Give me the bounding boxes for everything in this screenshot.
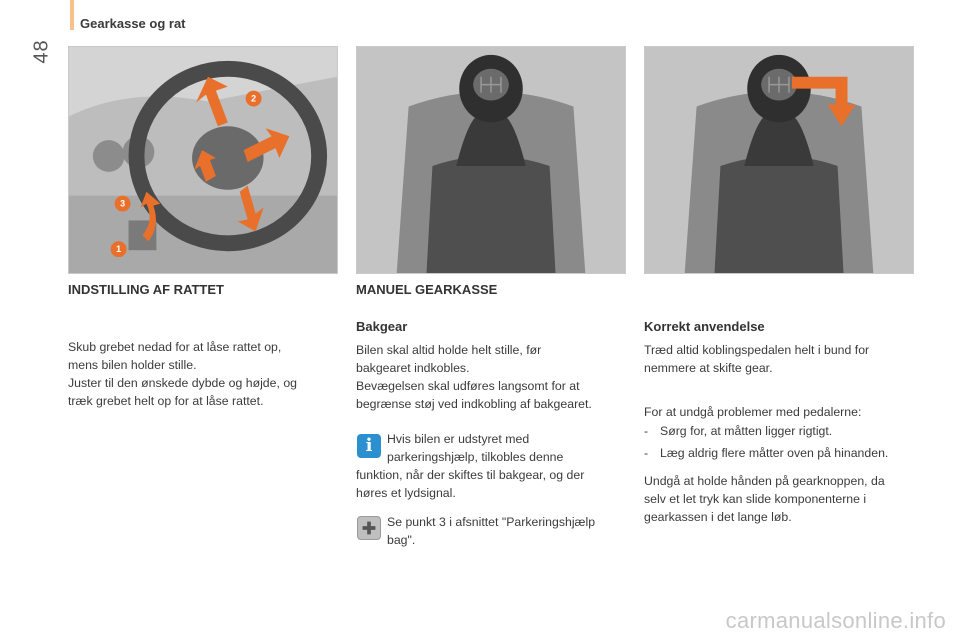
footer-watermark: carmanualsonline.info bbox=[725, 608, 946, 633]
reverse-text: Bilen skal altid holde helt stille, før bakgearet indkobles. Bevægelsen skal udføres langsomt for at begrænse støj ved indkobling af bakgearet. bbox=[356, 343, 592, 411]
list-item: - Sørg for, at måtten ligger rigtigt. bbox=[644, 424, 833, 438]
page-number: 48 bbox=[30, 39, 53, 64]
callout-2: 2 bbox=[251, 93, 257, 104]
steering-heading: INDSTILLING AF RATTET bbox=[68, 282, 224, 297]
info-note-text-cont: funktion, når der skiftes til bakgear, og der høres et lydsignal. bbox=[356, 468, 585, 500]
correct-use-para1: Træd altid koblingspedalen helt i bund for nemmere at skifte gear. bbox=[644, 343, 870, 375]
info-icon: i bbox=[357, 434, 381, 458]
gear-knob-photo bbox=[356, 46, 626, 274]
steering-wheel-photo bbox=[68, 46, 338, 274]
steering-text: Skub grebet nedad for at låse rattet op, mens bilen holder stille. Juster til den ønskede dybde og højde, og træk grebet helt op for at låse rattet. bbox=[68, 340, 297, 408]
correct-use-para2: For at undgå problemer med pedalerne: - Sørg for, at måtten ligger rigtigt. - Læg aldrig flere måtter oven på hinanden. bbox=[644, 403, 919, 462]
info-note-text: Hvis bilen er udstyret med parkeringshjælp, tilkobles denne bbox=[387, 432, 564, 464]
reverse-subheading: Bakgear bbox=[356, 319, 408, 334]
header-accent-bar bbox=[70, 0, 74, 30]
correct-use-para3: Undgå at holde hånden på gearknoppen, da selv et let tryk kan slide komponenterne i gearkassen i det lange løb. bbox=[644, 474, 885, 524]
gear-knob-reverse-photo bbox=[644, 46, 914, 274]
plus-note-text: Se punkt 3 i afsnittet "Parkeringshjælp bag". bbox=[387, 515, 596, 547]
callout-1: 1 bbox=[116, 244, 122, 255]
plus-icon bbox=[357, 516, 381, 540]
correct-use-subheading: Korrekt anvendelse bbox=[644, 319, 765, 334]
list-item: - Læg aldrig flere måtter oven på hinanden. bbox=[644, 446, 889, 460]
section-title: Gearkasse og rat bbox=[80, 16, 186, 31]
callout-3: 3 bbox=[120, 198, 126, 209]
manual-gearbox-heading: MANUEL GEARKASSE bbox=[356, 282, 498, 297]
